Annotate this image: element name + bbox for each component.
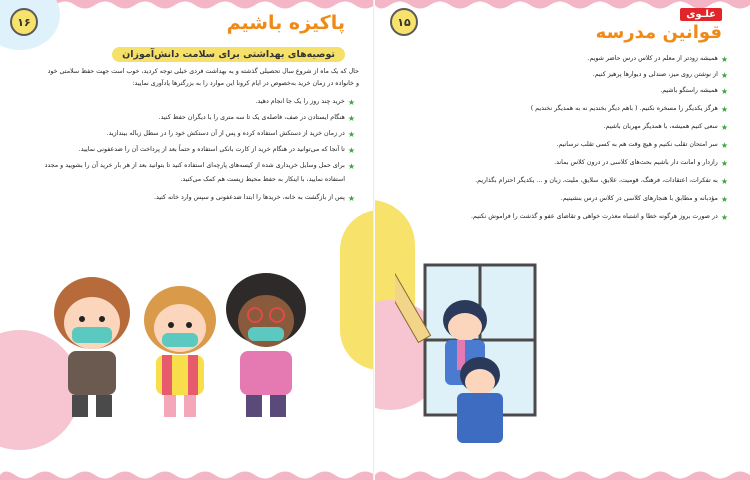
page-title: پاکیزه باشیم <box>226 12 345 34</box>
page-title: قوانین مدرسه <box>595 22 722 43</box>
star-bullet-icon: ★ <box>720 105 728 114</box>
star-bullet-icon: ★ <box>347 146 355 155</box>
bottom-wave-border <box>0 468 375 480</box>
bottom-wave-border <box>375 468 750 480</box>
star-bullet-icon: ★ <box>720 55 728 64</box>
list-item <box>15 162 355 171</box>
list-item-text: سر امتحان تقلب نکنیم و هیچ وقت هم به کسی تقلب نرسانیم. <box>556 141 718 148</box>
list-item-text: پس از بازگشت به خانه، خریدها را ابتدا ضدعفونی و سپس وارد خانه کنید. <box>153 194 345 201</box>
star-bullet-icon: ★ <box>720 213 728 222</box>
star-bullet-icon: ★ <box>347 114 355 123</box>
list-item <box>398 141 728 150</box>
list-item-text: برای حمل وسایل خریداری شده از کیسه‌های پارچه‌ای استفاده کنید تا بتوانید بعد از هر بار خرید آن را بشویید و مجدد <box>44 162 345 169</box>
list-item-text: سعی کنیم همیشه، با همدیگر مهربان باشیم. <box>603 123 718 130</box>
list-item-text: رازدار و امانت دار باشیم بحث‌های کلاسی در درون کلاس بماند. <box>554 159 718 166</box>
kid-2-illustration <box>144 286 216 417</box>
intro-line: و خانواده در زمان خرید به‌خصوص در ایام کرونا این موارد را به بزرگترها یادآوری نمایید: <box>132 80 359 87</box>
star-bullet-icon: ★ <box>720 123 728 132</box>
star-bullet-icon: ★ <box>347 194 355 203</box>
section-label-badge: علـوی <box>680 8 722 21</box>
list-item <box>398 55 728 64</box>
list-item-text: همیشه زودتر از معلم در کلاس درس حاضر شویم. <box>587 55 718 62</box>
star-bullet-icon: ★ <box>347 98 355 107</box>
star-bullet-icon: ★ <box>720 195 728 204</box>
list-item <box>15 98 355 107</box>
list-item <box>398 105 728 114</box>
star-bullet-icon: ★ <box>720 71 728 80</box>
kid-1-illustration <box>54 277 130 417</box>
intro-paragraph <box>14 66 359 90</box>
list-item <box>398 195 728 204</box>
star-bullet-icon: ★ <box>720 141 728 150</box>
list-item-text: از نوشتن روی میز، صندلی و دیوارها پرهیز کنیم. <box>592 71 718 78</box>
list-item <box>398 71 728 80</box>
page-number-badge: ۱۵ <box>390 8 418 36</box>
intro-line: حال که یک ماه از شروع سال تحصیلی گذشته و به بهداشت فردی خیلی توجه کردید، خوب است جهت حفظ سلامتی خود <box>47 68 359 75</box>
star-bullet-icon: ★ <box>720 87 728 96</box>
decor-blob-yellow <box>340 210 375 370</box>
boys-at-window-illustration <box>395 255 575 455</box>
kid-3-illustration <box>226 273 306 417</box>
kids-with-masks-illustration <box>40 265 320 425</box>
list-item-text: در صورت بروز هرگونه خطا و اشتباه معذرت خواهی و تقاضای عفو و گذشت را فراموش نکنیم. <box>471 213 718 220</box>
list-item-text: هنگام ایستادن در صف، فاصله‌ی یک تا سه متری را با دیگران حفظ کنید. <box>158 114 345 121</box>
star-bullet-icon: ★ <box>347 162 355 171</box>
list-item-text: به تفکرات، اعتقادات، فرهنگ، قومیت، علایق، سلایق، ملیت، زبان و ... یکدیگر احترام بگذاریم. <box>475 177 718 184</box>
star-bullet-icon: ★ <box>720 177 728 186</box>
list-item-continuation: استفاده نمایید، با اینکار به حفظ محیط زیست هم کمک می‌کنید. <box>180 176 345 183</box>
subtitle-pill: توصیه‌های بهداشتی برای سلامت دانش‌آموزان <box>112 47 345 62</box>
list-item <box>398 177 728 186</box>
list-item-text: خرید چند روز را یک جا انجام دهید. <box>255 98 345 105</box>
list-item-text: تا آنجا که می‌توانید در هنگام خرید از کارت بانکی استفاده و حتماً بعد از پرداخت آن را ضدعفونی نمایید. <box>78 146 345 153</box>
page-number-badge: ۱۶ <box>10 8 38 36</box>
right-page <box>375 0 750 480</box>
star-bullet-icon: ★ <box>720 159 728 168</box>
list-item <box>398 123 728 132</box>
list-item-text: همیشه راستگو باشیم. <box>660 87 718 94</box>
list-item-text: هرگز یکدیگر را مسخره نکنیم. ( باهم دیگر بخندیم نه به همدیگر نخندیم ) <box>530 105 718 112</box>
list-item <box>15 130 355 139</box>
list-item-text: مؤدبانه و مطابق با هنجارهای کلاسی در کلاس درس بنشینیم. <box>560 195 718 202</box>
list-item <box>15 194 355 203</box>
boy-bottom-illustration <box>457 357 503 443</box>
list-item <box>398 87 728 96</box>
list-item-text: در زمان خرید از دستکش استفاده کرده و پس از آن دستکش خود را در سطل زباله بیندازید. <box>106 130 345 137</box>
star-bullet-icon: ★ <box>347 130 355 139</box>
list-item <box>15 114 355 123</box>
list-item <box>15 146 355 155</box>
list-item <box>398 159 728 168</box>
list-item <box>398 213 728 222</box>
